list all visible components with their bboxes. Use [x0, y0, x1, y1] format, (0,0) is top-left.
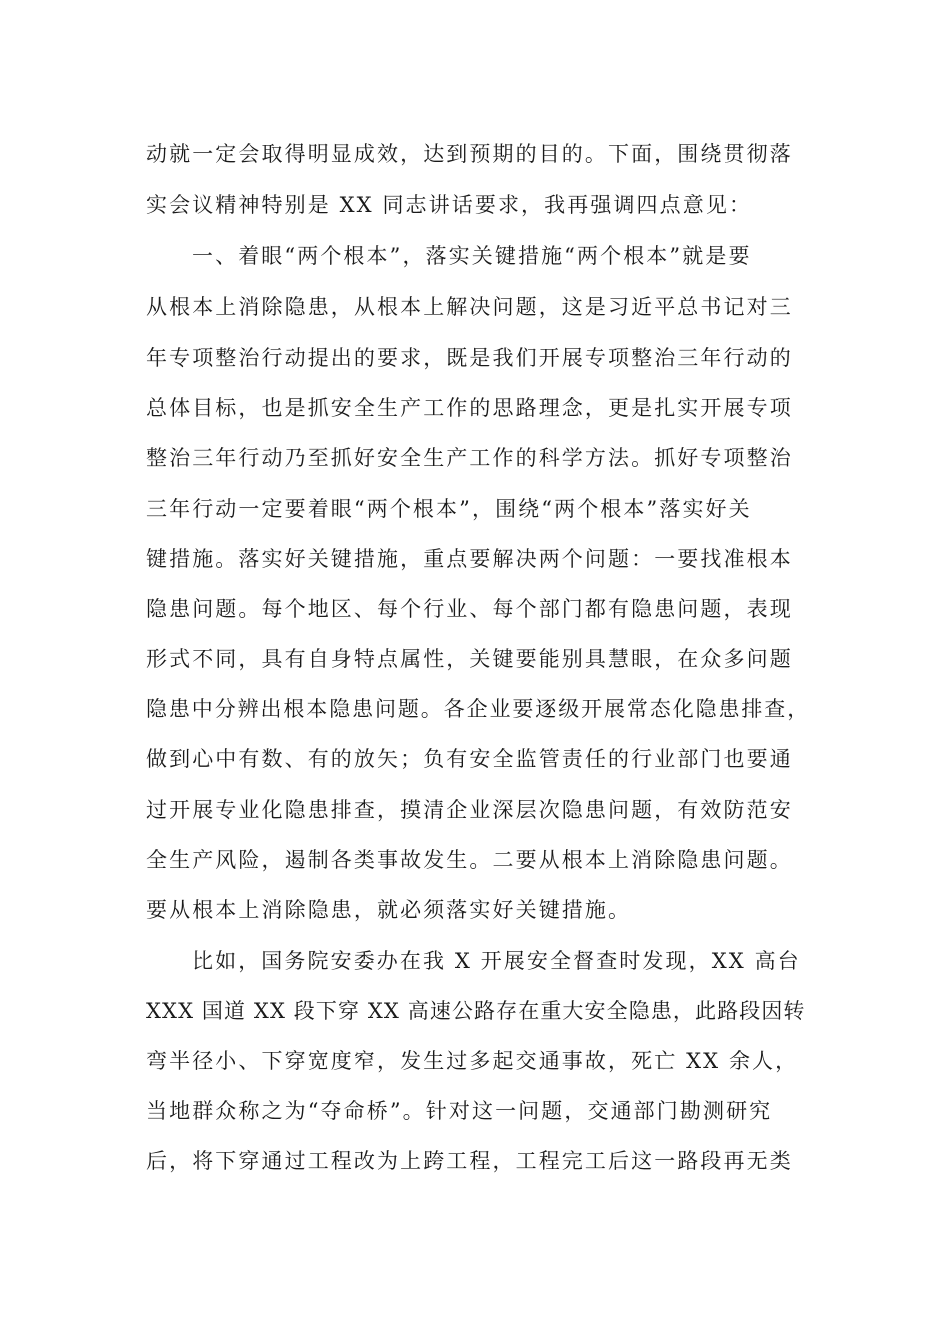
- text-line: 做到心中有数、有的放矢；负有安全监管责任的行业部门也要通: [146, 747, 793, 771]
- text-line: 键措施。落实好关键措施，重点要解决两个问题：一要找准根本: [146, 547, 793, 571]
- text-line: XXX 国道 XX 段下穿 XX 高速公路存在重大安全隐患，此路段因转: [146, 999, 806, 1023]
- text-line: 全生产风险，遏制各类事故发生。二要从根本上消除隐患问题。: [146, 848, 793, 872]
- text-line: 实会议精神特别是 XX 同志讲话要求，我再强调四点意见：: [146, 193, 753, 217]
- text-line: 过开展专业化隐患排查，摸清企业深层次隐患问题，有效防范安: [146, 798, 793, 822]
- text-line: 总体目标，也是抓安全生产工作的思路理念，更是扎实开展专项: [146, 396, 793, 420]
- paragraph-first-line: 比如，国务院安委办在我 X 开展安全督查时发现，XX 高台: [192, 949, 801, 973]
- text-line: 年专项整治行动提出的要求，既是我们开展专项整治三年行动的: [146, 346, 793, 370]
- text-line: 动就一定会取得明显成效，达到预期的目的。下面，围绕贯彻落: [146, 142, 793, 166]
- text-line: 后，将下穿通过工程改为上跨工程，工程完工后这一路段再无类: [146, 1149, 793, 1173]
- text-line: 形式不同，具有自身特点属性，关键要能别具慧眼，在众多问题: [146, 647, 793, 671]
- text-line: 当地群众称之为“夺命桥”。针对这一问题，交通部门勘测研究: [146, 1099, 773, 1123]
- text-line: 整治三年行动乃至抓好安全生产工作的科学方法。抓好专项整治: [146, 446, 793, 470]
- text-line: 弯半径小、下穿宽度窄，发生过多起交通事故，死亡 XX 余人，: [146, 1049, 799, 1073]
- text-line: 从根本上消除隐患，从根本上解决问题，这是习近平总书记对三: [146, 295, 793, 319]
- paragraph-first-line: 一、着眼“两个根本”，落实关键措施“两个根本”就是要: [192, 244, 752, 268]
- text-line: 隐患中分辨出根本隐患问题。各企业要逐级开展常态化隐患排查，: [146, 697, 811, 721]
- text-line: 要从根本上消除隐患，就必须落实好关键措施。: [146, 898, 632, 922]
- text-line: 三年行动一定要着眼“两个根本”，围绕“两个根本”落实好关: [146, 497, 752, 521]
- text-line: 隐患问题。每个地区、每个行业、每个部门都有隐患问题，表现: [146, 597, 793, 621]
